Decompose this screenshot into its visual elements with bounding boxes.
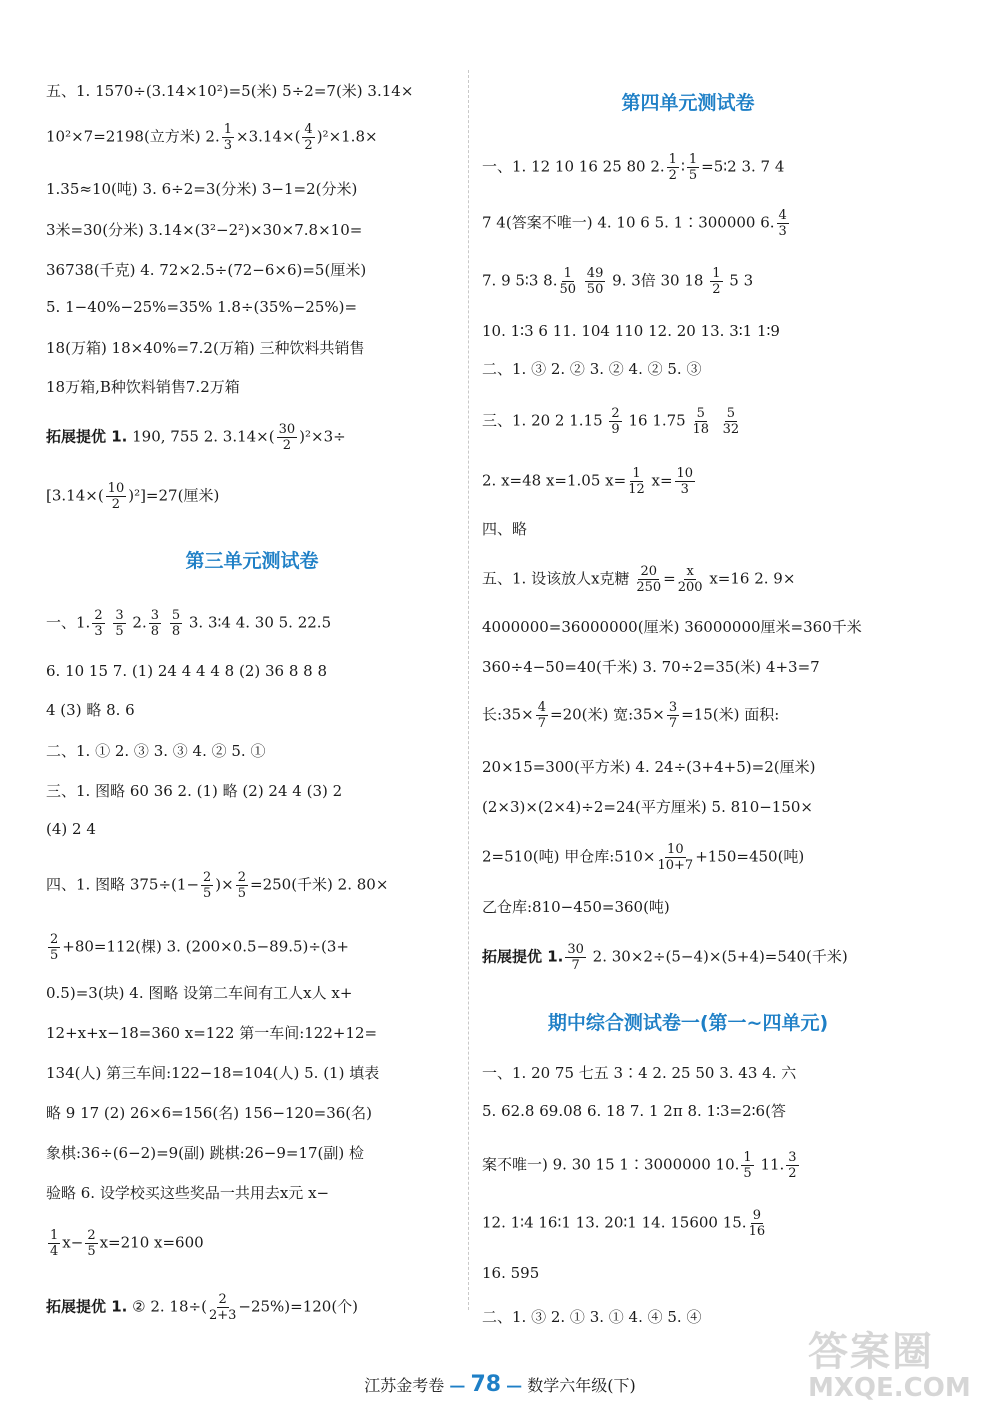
answer-line: 3米=30(分米) 3.14×(3²−2²)×30×7.8×10=	[46, 221, 363, 239]
answer-line: 案不唯一) 9. 30 15 1∶3000000 10. $\frac{1}{5}$ 11. $\frac{3}{2}$	[482, 1150, 797, 1181]
answer-line: 四、略	[482, 520, 528, 538]
answer-line: 略 9 17 (2) 26×6=156(名) 156−120=36(名)	[46, 1104, 373, 1122]
answer-line: 12. 1∶4 16∶1 13. 20∶1 14. 15600 15. $\frac{9}{16}$	[482, 1208, 766, 1239]
subject-label: 数学六年级(下)	[527, 1376, 636, 1395]
footer-dash: —	[449, 1376, 466, 1395]
section-heading: 第四单元测试卷	[621, 92, 755, 114]
answer-line: 三、1. 图略 60 36 2. (1) 略 (2) 24 4 (3) 2	[46, 782, 343, 800]
answer-line: 二、1. ③ 2. ① 3. ① 4. ④ 5. ④	[482, 1308, 702, 1326]
answer-line: 2. x=48 x=1.05 x= $\frac{1}{12}$ x= $\frac{10}{3}$	[482, 466, 694, 497]
answer-line: 4 (3) 略 8. 6	[46, 701, 135, 719]
answer-line: 四、1. 图略 375÷(1− $\frac{2}{5}$ )× $\frac{2}{5}$ =250(千米) 2. 80×	[46, 870, 389, 901]
answer-line: 一、1. 12 10 16 25 80 2. $\frac{1}{2}$ ∶ $\frac{1}{5}$ =5∶2 3. 7 4	[482, 152, 785, 183]
answer-line: 4000000=36000000(厘米) 36000000厘米=360千米	[482, 618, 862, 636]
answer-line: 三、1. 20 2 1.15 $\frac{2}{9}$ 16 1.75 $\frac{5}{18}$ $\frac{5}{32}$	[482, 406, 740, 437]
answer-line: [3.14×( $\frac{10}{2}$ )²]=27(厘米)	[46, 481, 220, 512]
answer-line: 134(人) 第三车间:122−18=104(人) 5. (1) 填表	[46, 1064, 380, 1082]
answer-line: 5. 62.8 69.08 6. 18 7. 1 2π 8. 1∶3=2∶6(答	[482, 1102, 786, 1120]
answer-line: 一、1. $\frac{2}{3}$ $\frac{3}{5}$ 2. $\frac{3}{8}$ $\frac{5}{8}$ 3. 3∶4 4. 30 5. 22.5	[46, 608, 332, 639]
answer-line: 36738(千克) 4. 72×2.5÷(72−6×6)=5(厘米)	[46, 261, 367, 279]
answer-line: 拓展提优 1. $\frac{30}{7}$ 2. 30×2÷(5−4)×(5+4)=540(千米)	[482, 942, 848, 973]
answer-line: 10²×7=2198(立方米) 2. $\frac{1}{3}$ ×3.14×( $\frac{4}{2}$ )²×1.8×	[46, 122, 378, 153]
answer-line: (4) 2 4	[46, 820, 96, 838]
answer-line: (2×3)×(2×4)÷2=24(平方厘米) 5. 810−150×	[482, 798, 814, 816]
answer-line: 乙仓库:810−450=360(吨)	[482, 898, 670, 916]
watermark	[808, 1320, 988, 1410]
answer-line: 拓展提优 1. ② 2. 18÷( $\frac{2}{2+3}$ −25%)=120(个)	[46, 1292, 359, 1323]
answer-line: 5. 1−40%−25%=35% 1.8÷(35%−25%)=	[46, 298, 358, 316]
answer-line: 二、1. ① 2. ③ 3. ③ 4. ② 5. ①	[46, 742, 266, 760]
column-divider	[468, 70, 469, 1310]
answer-line: 验略 6. 设学校买这些奖品一共用去x元 x−	[46, 1184, 330, 1202]
watermark-url: MXQE.COM	[808, 1373, 971, 1403]
answer-line: 360÷4−50=40(千米) 3. 70÷2=35(米) 4+3=7	[482, 658, 820, 676]
section-heading: 期中综合测试卷一(第一~四单元)	[547, 1012, 829, 1034]
answer-line: 7 4(答案不唯一) 4. 10 6 5. 1∶300000 6. $\frac{4}{3}$	[482, 208, 787, 239]
answer-line: 1.35≈10(吨) 3. 6÷2=3(分米) 3−1=2(分米)	[46, 180, 358, 198]
answer-line: $\frac{1}{4}$ x− $\frac{2}{5}$ x=210 x=600	[50, 1228, 204, 1259]
answer-line: 12+x+x−18=360 x=122 第一车间:122+12=	[46, 1024, 378, 1042]
answer-line: 10. 1∶3 6 11. 104 110 12. 20 13. 3∶1 1∶9	[482, 322, 780, 340]
section-heading: 第三单元测试卷	[185, 550, 319, 572]
answer-line: 0.5)=3(块) 4. 图略 设第二车间有工人x人 x+	[46, 984, 353, 1002]
answer-line: 一、1. 20 75 七五 3∶4 2. 25 50 3. 43 4. 六	[482, 1064, 797, 1082]
watermark-text: 答案圈	[808, 1329, 934, 1375]
answer-line: 16. 595	[482, 1264, 540, 1282]
answer-line: 长:35× $\frac{4}{7}$ =20(米) 宽:35× $\frac{3}{7}$ =15(米) 面积:	[482, 700, 780, 731]
answer-line: 2=510(吨) 甲仓库:510× $\frac{10}{10+7}$ +150=450(吨)	[482, 842, 805, 873]
answer-line: $\frac{2}{5}$ +80=112(棵) 3. (200×0.5−89.5)÷(3+	[50, 932, 349, 963]
answer-line: 二、1. ③ 2. ② 3. ② 4. ② 5. ③	[482, 360, 702, 378]
book-title: 江苏金考卷	[364, 1376, 445, 1395]
answer-line: 五、1. 设该放人x克糖 $\frac{20}{250}$ = $\frac{x}{200}$ x=16 2. 9×	[482, 564, 796, 595]
answer-line: 18(万箱) 18×40%=7.2(万箱) 三种饮料共销售	[46, 339, 365, 357]
footer-dash: —	[506, 1376, 523, 1395]
answer-line: 18万箱,B种饮料销售7.2万箱	[46, 378, 240, 396]
answer-line: 20×15=300(平方米) 4. 24÷(3+4+5)=2(厘米)	[482, 758, 816, 776]
answer-line: 五、1. 1570÷(3.14×10²)=5(米) 5÷2=7(米) 3.14×	[46, 82, 414, 100]
page-number: 78	[470, 1372, 502, 1397]
answer-line: 7. 9 5∶3 8. $\frac{1}{50}$ $\frac{49}{50}$ 9. 3倍 30 18 $\frac{1}{2}$ 5 3	[482, 266, 754, 297]
answer-line: 6. 10 15 7. (1) 24 4 4 4 8 (2) 36 8 8 8	[46, 662, 328, 680]
answer-line: 拓展提优 1. 190, 755 2. 3.14×( $\frac{30}{2}$ )²×3÷	[46, 422, 346, 453]
answer-line: 象棋:36÷(6−2)=9(副) 跳棋:26−9=17(副) 检	[46, 1144, 365, 1162]
